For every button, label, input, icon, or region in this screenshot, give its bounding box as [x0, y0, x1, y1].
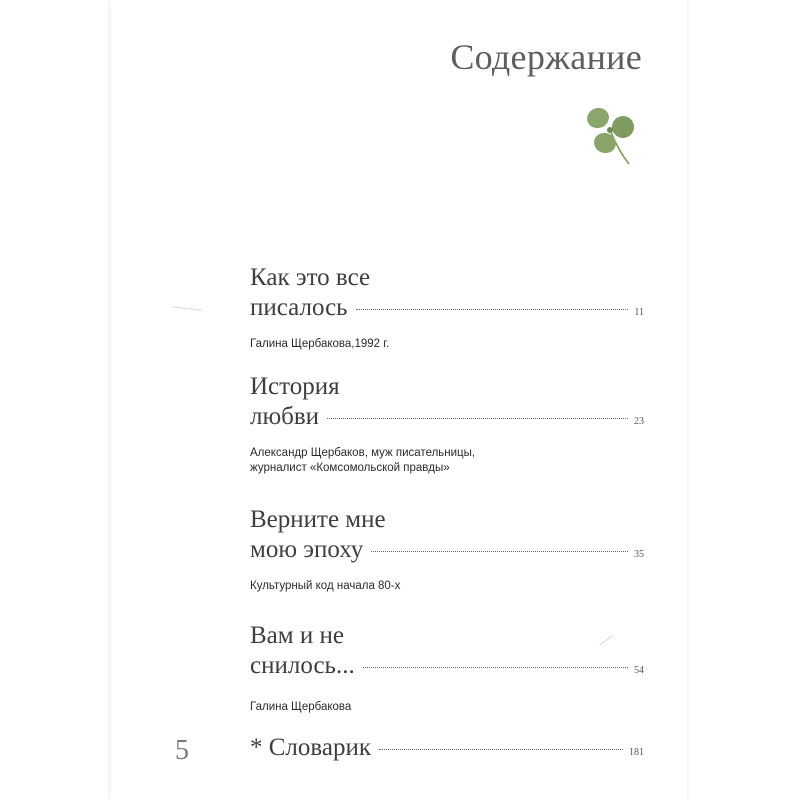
entry-subtitle-line: Культурный код начала 80-х — [250, 580, 401, 592]
leader-dots — [363, 667, 628, 668]
entry-subtitle-line: Галина Щербакова,1992 г. — [250, 338, 390, 350]
clover-icon — [583, 98, 639, 168]
entry-title: * Словарик — [250, 734, 371, 761]
entry-title-cont: любви — [250, 403, 320, 430]
toc-entry[interactable] — [250, 263, 644, 352]
entry-page-number: 23 — [634, 416, 644, 427]
entry-title: Верните мне — [250, 506, 386, 533]
entry-subtitle — [250, 337, 644, 352]
entry-title: История — [250, 373, 340, 400]
entry-title-cont: мою эпоху — [250, 536, 364, 563]
entry-page-number: 35 — [634, 549, 644, 560]
entry-subtitle — [250, 446, 644, 476]
entry-page-number: 181 — [629, 747, 644, 758]
entry-title-row — [250, 733, 644, 768]
toc-entry-glossary[interactable] — [250, 733, 644, 768]
entry-title: Как это все — [250, 264, 371, 291]
entry-title-row — [250, 402, 644, 437]
entry-title-row — [250, 535, 644, 570]
entry-subtitle — [250, 579, 644, 594]
entry-title-row — [250, 651, 644, 686]
entry-title-row — [250, 293, 644, 328]
entry-page-number: 54 — [634, 665, 644, 676]
toc-entry[interactable] — [250, 621, 644, 715]
entry-subtitle-line: Галина Щербакова — [250, 701, 352, 713]
toc-entry[interactable] — [250, 372, 644, 476]
entry-page-number: 11 — [634, 307, 644, 318]
leader-dots — [371, 551, 628, 552]
entry-title: Вам и не — [250, 622, 344, 649]
page-title: Содержание — [450, 37, 642, 77]
entry-subtitle — [250, 700, 644, 715]
toc-entry[interactable] — [250, 505, 644, 594]
leader-dots — [356, 309, 629, 310]
entry-title-cont: снилось... — [250, 652, 355, 679]
entry-subtitle-line: Александр Щербаков, муж писательницы, — [250, 447, 476, 459]
leader-dots — [327, 418, 628, 419]
leader-dots — [379, 749, 623, 750]
page-number: 5 — [175, 735, 189, 766]
entry-title-cont: писалось — [250, 294, 348, 321]
entry-subtitle-line: журналист «Комсомольской правды» — [250, 462, 450, 474]
